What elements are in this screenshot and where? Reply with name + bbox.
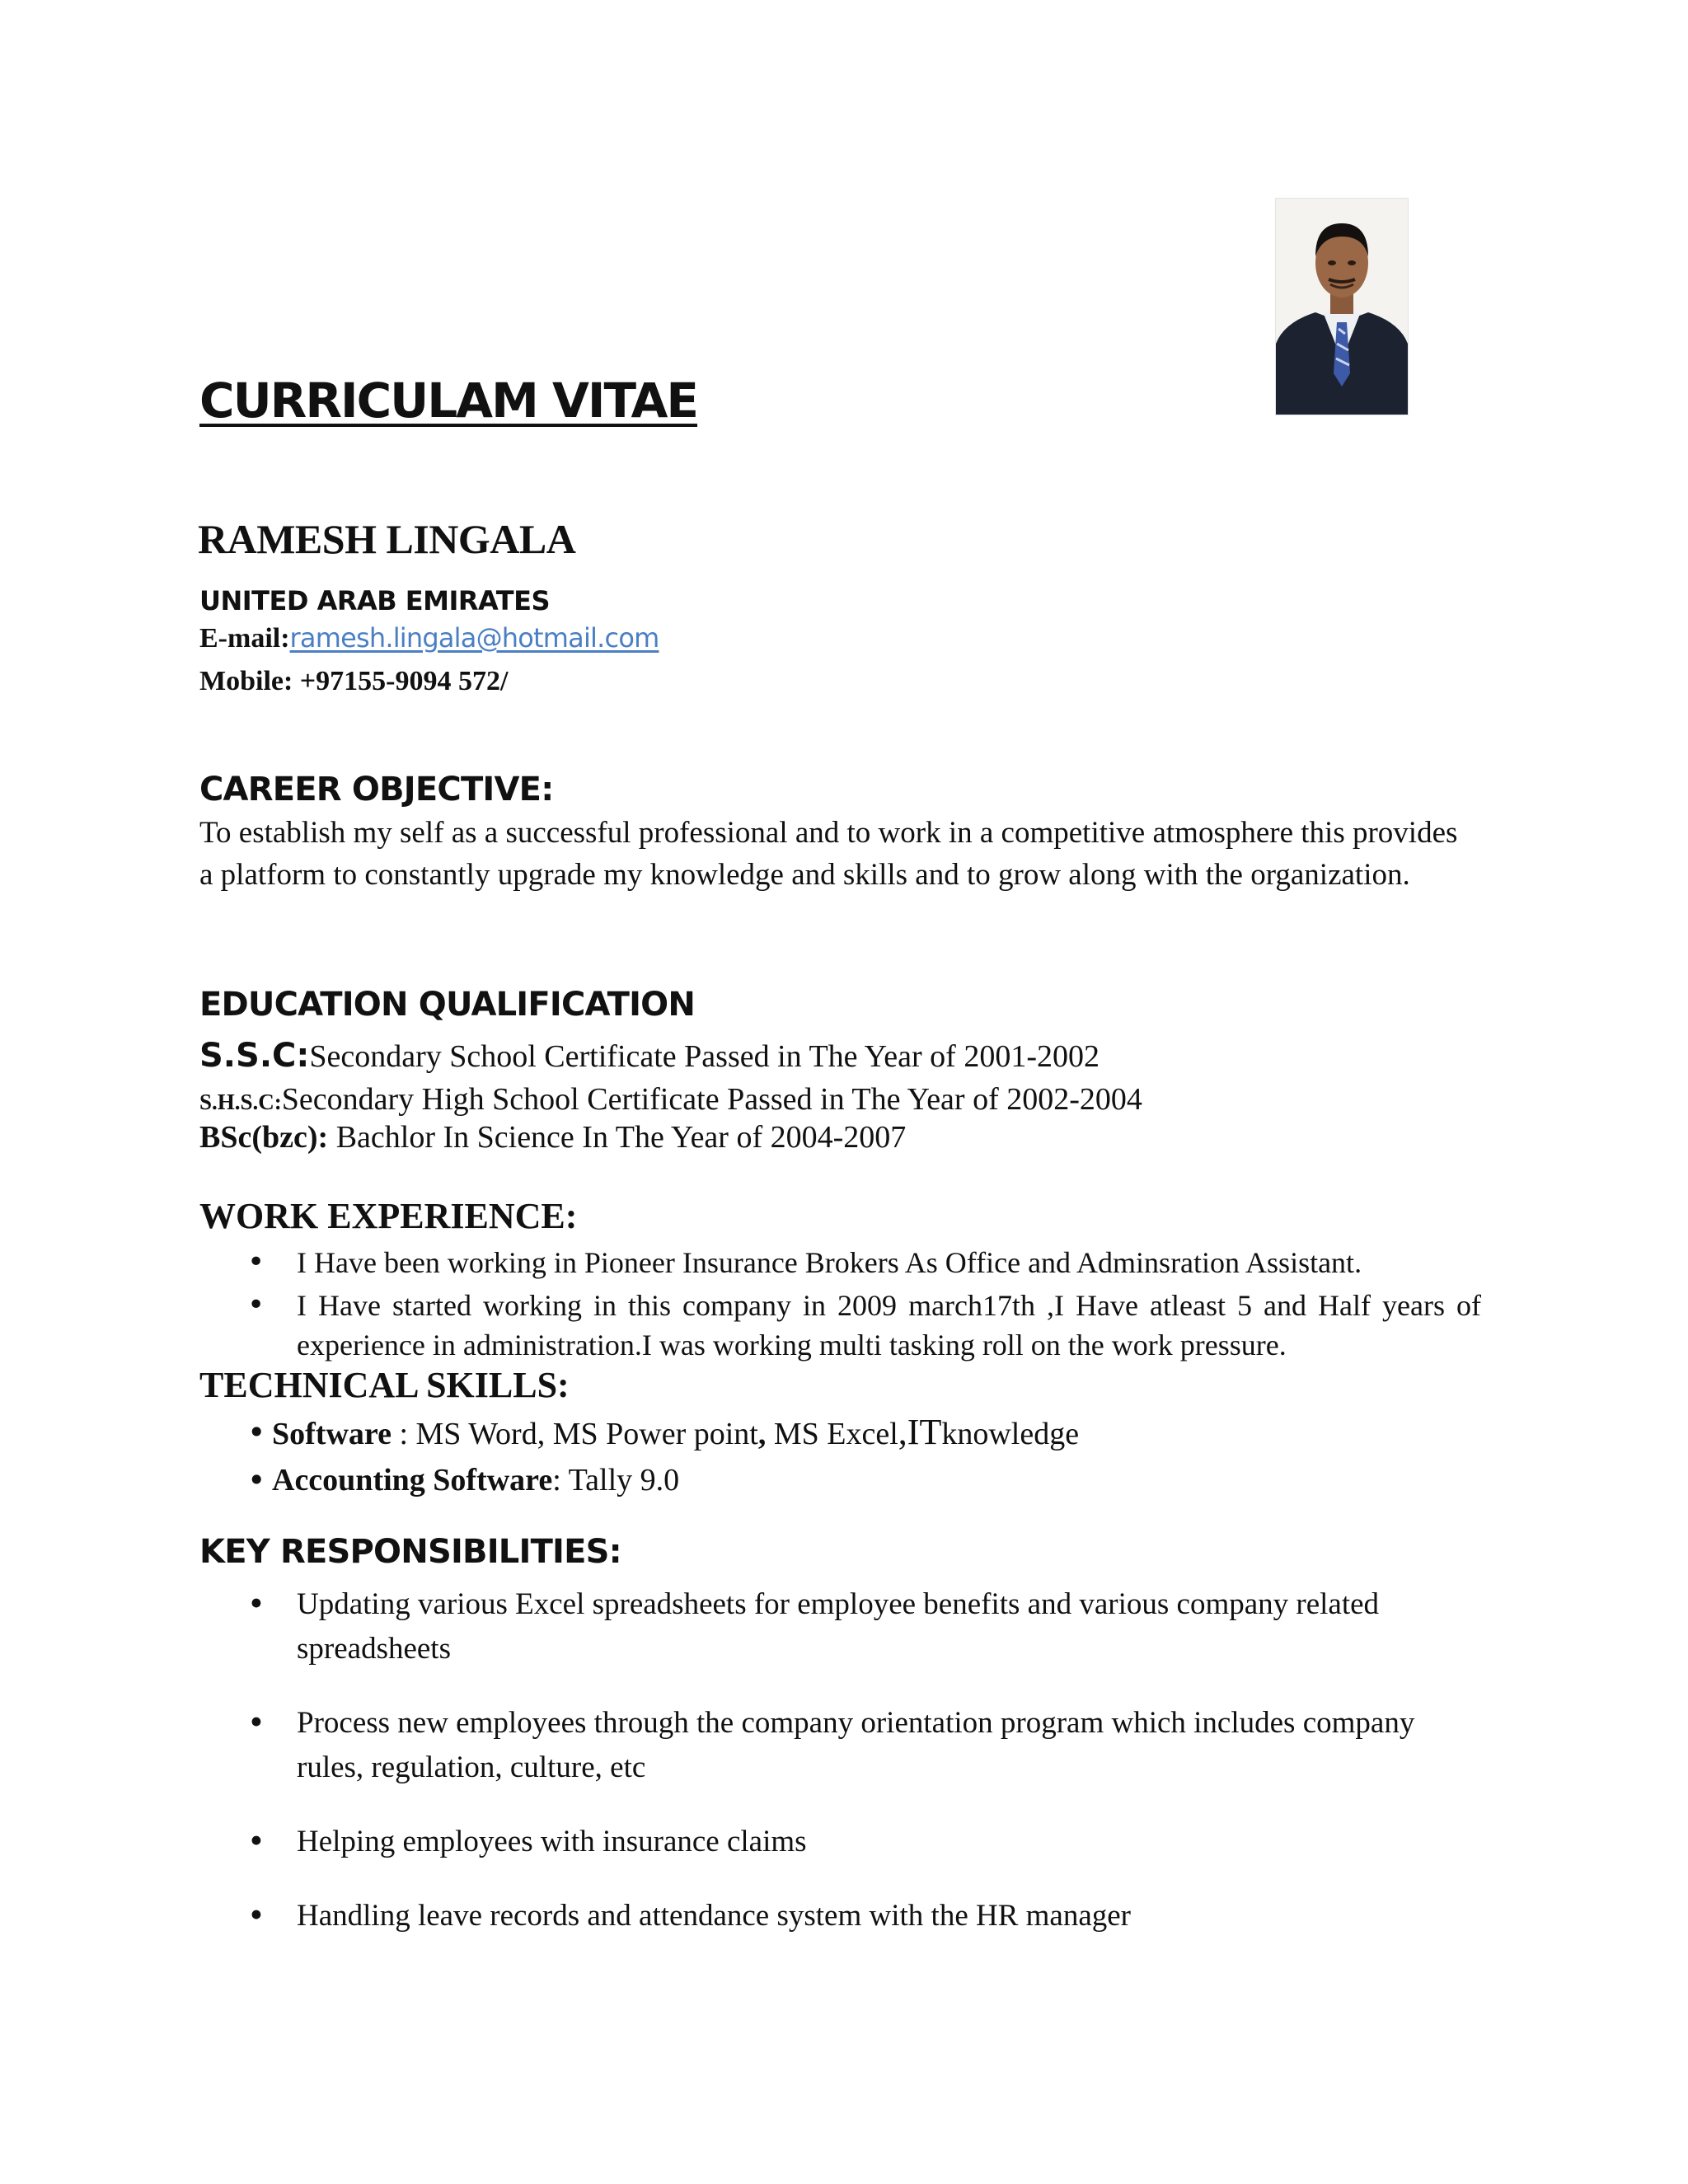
skill-separator: : xyxy=(391,1417,416,1451)
responsibility-text: Updating various Excel spreadsheets for employee benefits and various company related spreadsheets xyxy=(297,1587,1380,1666)
profile-photo xyxy=(1275,198,1409,415)
skill-separator: : xyxy=(552,1463,569,1497)
skill-text: MS Word, MS Power point xyxy=(415,1417,758,1451)
list-item xyxy=(199,1701,1481,1790)
work-experience-heading: WORK EXPERIENCE: xyxy=(199,1196,578,1236)
responsibility-text: Helping employees with insurance claims xyxy=(297,1825,807,1858)
responsibility-text: Handling leave records and attendance system with the HR manager xyxy=(297,1899,1132,1933)
person-photo-icon xyxy=(1276,199,1408,415)
skill-text: MS Excel xyxy=(766,1417,898,1451)
education-text: Secondary High School Certificate Passed in The Year of 2002-2004 xyxy=(281,1082,1142,1117)
candidate-country: UNITED ARAB EMIRATES xyxy=(199,585,551,616)
education-item xyxy=(199,1037,1100,1075)
work-item-text: I Have been working in Pioneer Insurance Brokers As Office and Adminsration Assistant. xyxy=(297,1246,1362,1279)
mobile-number: Mobile: +97155-9094 572/ xyxy=(199,666,509,696)
email-link[interactable]: ramesh.lingala@hotmail.com xyxy=(289,622,659,654)
email-row xyxy=(199,622,659,654)
bullet-icon: • xyxy=(247,1414,266,1451)
bullet-icon: • xyxy=(247,1462,266,1498)
list-item xyxy=(199,1286,1481,1365)
education-heading: EDUCATION QUALIFICATION xyxy=(199,986,696,1024)
work-item-text: I Have started working in this company in 2009 march17th ,I Have atleast 5 and Half years of experience in administration.I was working multi tasking roll on the work pressure. xyxy=(297,1289,1481,1361)
technical-skills-list xyxy=(199,1409,1079,1503)
skill-text-large: ,IT xyxy=(898,1412,942,1452)
education-text: Secondary School Certificate Passed in The Year of 2001-2002 xyxy=(309,1039,1100,1074)
bullet-icon: • xyxy=(247,1824,265,1859)
email-label: E-mail: xyxy=(199,623,290,654)
responsibility-text: Process new employees through the company orientation program which includes company rules, regulation, culture, etc xyxy=(297,1706,1415,1784)
bullet-icon: • xyxy=(247,1245,265,1279)
skill-key: Software xyxy=(272,1417,392,1451)
list-item xyxy=(199,1582,1481,1671)
list-item xyxy=(199,1820,1481,1864)
list-item xyxy=(199,1243,1481,1282)
education-item xyxy=(199,1119,906,1155)
skill-key: Accounting Software xyxy=(272,1463,553,1497)
page-title: CURRICULAM VITAE xyxy=(199,373,698,429)
work-experience-list xyxy=(199,1243,1481,1368)
skill-text: Tally 9.0 xyxy=(568,1463,680,1497)
career-objective-text: To establish my self as a successful professional and to work in a competitive atmosphere this provides a platform to constantly upgrade my knowledge and skills and to grow along with the organization. xyxy=(199,816,1458,892)
key-responsibilities-list xyxy=(199,1582,1481,1968)
education-key: S.S.C: xyxy=(199,1037,310,1075)
list-item xyxy=(199,1409,1079,1457)
bullet-icon: • xyxy=(247,1898,265,1933)
skill-text: knowledge xyxy=(941,1417,1080,1451)
technical-skills-heading: TECHNICAL SKILLS: xyxy=(199,1365,570,1405)
skill-comma: , xyxy=(757,1417,767,1451)
education-key: BSc(bzc): xyxy=(199,1120,329,1155)
list-item xyxy=(199,1457,1079,1503)
career-objective-heading: CAREER OBJECTIVE: xyxy=(199,771,554,808)
list-item xyxy=(199,1894,1481,1938)
education-text: Bachlor In Science In The Year of 2004-2007 xyxy=(328,1120,907,1155)
bullet-icon: • xyxy=(247,1288,265,1322)
bullet-icon: • xyxy=(247,1586,265,1622)
education-key: S.H.S.C: xyxy=(199,1090,282,1114)
education-item xyxy=(199,1081,1142,1118)
key-responsibilities-heading: KEY RESPONSIBILITIES: xyxy=(199,1533,621,1571)
bullet-icon: • xyxy=(247,1705,265,1741)
candidate-name: RAMESH LINGALA xyxy=(198,516,576,562)
